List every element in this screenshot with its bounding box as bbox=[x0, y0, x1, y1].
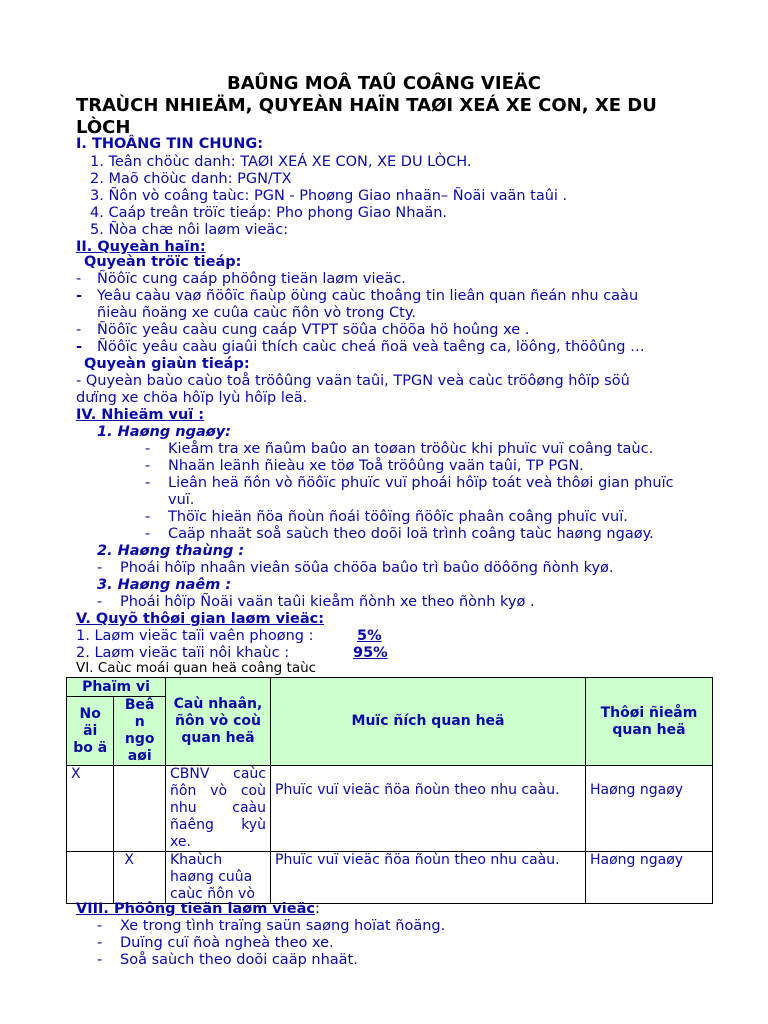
time-row-label: 1. Laøm vieäc taïi vaên phoøng : bbox=[76, 628, 314, 644]
direct-right-item: Ñöôïc cung caáp phöông tieän laøm vieäc. bbox=[97, 271, 406, 287]
general-item: 2. Maõ chöùc danh: PGN/TX bbox=[90, 171, 292, 187]
section-rights-heading: II. Quyeàn haïn: bbox=[76, 239, 206, 255]
internal-header: No äi bo ä bbox=[67, 697, 114, 766]
section-relations-heading: VI. Caùc moái quan heä coâng taùc bbox=[76, 660, 317, 676]
yearly-duty-item: Phoái hôïp Ñoäi vaän taûi kieåm ñònh xe theo ñònh kyø . bbox=[120, 594, 535, 610]
bullet-dash: - bbox=[97, 952, 103, 968]
equipment-item: Soå saùch theo doõi caäp nhaät. bbox=[120, 952, 358, 968]
direct-rights-heading: Quyeàn tröïc tieáp: bbox=[84, 254, 242, 270]
external-cell: X bbox=[114, 852, 166, 904]
purpose-cell: Phuïc vuï vieäc ñöa ñoùn theo nhu caàu. bbox=[271, 852, 586, 904]
indirect-right-item: - Quyeàn baùo caùo toå tröôûng vaän taûi, TPGN veà caùc tröôøng hôïp söû bbox=[76, 373, 630, 389]
section-equipment-heading-wrap bbox=[76, 901, 320, 918]
bullet-dash: - bbox=[97, 918, 103, 934]
section-time-heading: V. Quyõ thôøi gian laøm vieäc: bbox=[76, 611, 325, 627]
daily-duty-item: Nhaän leänh ñieàu xe töø Toå tröôûng vaän taûi, TP PGN. bbox=[168, 458, 584, 474]
bullet-dash: - bbox=[145, 458, 151, 474]
time-row-value: 95% bbox=[353, 645, 388, 661]
monthly-duty-item: Phoái hôïp nhaân vieân söûa chöõa baûo trì baûo döôõng ñònh kyø. bbox=[120, 560, 614, 576]
time-row-label: 2. Laøm vieäc taïi nôi khaùc : bbox=[76, 645, 290, 661]
section-duties-heading: IV. Nhieäm vuï : bbox=[76, 407, 205, 423]
indirect-rights-heading: Quyeàn giaùn tieáp: bbox=[84, 356, 250, 372]
relations-table bbox=[66, 677, 713, 904]
bullet-dash: - bbox=[76, 271, 82, 287]
bullet-dash: - bbox=[76, 339, 83, 355]
direct-right-item: Yeâu caàu vaø ñöôïc ñaùp öùng caùc thoâng tin lieân quan ñeán nhu caàu bbox=[97, 288, 639, 304]
direct-right-item: Ñöôïc yeâu caàu giaûi thích caùc cheá ñoä veà taêng ca, löông, thöôûng … bbox=[97, 339, 645, 355]
bullet-dash: - bbox=[145, 441, 151, 457]
bullet-dash: - bbox=[145, 509, 151, 525]
purpose-header: Muïc ñích quan heä bbox=[271, 678, 586, 766]
bullet-dash: - bbox=[145, 526, 151, 542]
daily-duties-heading: 1. Haøng ngaøy: bbox=[97, 424, 231, 440]
equipment-item: Xe trong tình traïng saün saøng hoïat ñoäng. bbox=[120, 918, 446, 934]
direct-right-item: Ñöôïc yeâu caàu cung caáp VTPT söûa chöõa hö hoûng xe . bbox=[97, 322, 530, 338]
time-cell: Haøng ngaøy bbox=[586, 766, 713, 852]
section-equipment-heading: VIII. Phöông tieän laøm vieäc bbox=[76, 901, 315, 917]
bullet-dash: - bbox=[97, 935, 103, 951]
unit-cell: CBNV caùc ñôn vò coù nhu caàu ñaêng kyù xe. bbox=[166, 766, 271, 852]
bullet-dash: - bbox=[97, 594, 103, 610]
section-general-heading: I. THOÂNG TIN CHUNG: bbox=[76, 136, 264, 152]
daily-duty-item: Lieân heä ñôn vò ñöôïc phuïc vuï phoái hôïp toát veà thôøi gian phuïc bbox=[168, 475, 674, 491]
indirect-right-item: dưïng xe chöa hôïp lyù hôïp leä. bbox=[76, 390, 308, 406]
general-item: 1. Teân chöùc danh: TAØI XEÁ XE CON, XE DU LÒCH. bbox=[90, 154, 472, 170]
unit-header: Caù nhaân, ñôn vò coù quan heä bbox=[166, 678, 271, 766]
daily-duty-item: Thöïc hieän ñöa ñoùn ñoái töôïng ñöôïc phaân coâng phuïc vuï. bbox=[168, 509, 628, 525]
document-subtitle: TRAÙCH NHIEÄM, QUYEÀN HAÏN TAØI XEÁ XE CON, XE DU LÒCH bbox=[76, 95, 657, 138]
external-cell bbox=[114, 766, 166, 852]
internal-cell bbox=[67, 852, 114, 904]
bullet-dash: - bbox=[76, 288, 83, 304]
daily-duty-item: vuï. bbox=[168, 492, 195, 508]
daily-duty-item: Caäp nhaät soå saùch theo doõi loä trình coâng taùc haøng ngaøy. bbox=[168, 526, 654, 542]
internal-cell: X bbox=[67, 766, 114, 852]
general-item: 5. Ñòa chæ nôi laøm vieäc: bbox=[90, 222, 289, 238]
unit-cell: Khaùch haøng cuûa caùc ñôn vò bbox=[166, 852, 271, 904]
bullet-dash: - bbox=[97, 560, 103, 576]
general-item: 4. Caáp treân tröïc tieáp: Pho phong Giao Nhaän. bbox=[90, 205, 448, 221]
document-title: BAÛNG MOÂ TAÛ COÂNG VIEÄC bbox=[226, 73, 541, 94]
scope-header: Phaïm vi bbox=[67, 678, 166, 697]
direct-right-item: ñieàu ñoäng xe cuûa caùc ñôn vò trong Cty. bbox=[97, 305, 416, 321]
bullet-dash: - bbox=[145, 475, 151, 491]
external-header: Beâ n ngo aøi bbox=[114, 697, 166, 766]
heading-colon: : bbox=[315, 901, 320, 917]
equipment-item: Duïng cuï ñoà ngheà theo xe. bbox=[120, 935, 334, 951]
monthly-duties-heading: 2. Haøng thaùng : bbox=[97, 543, 245, 559]
bullet-dash: - bbox=[76, 322, 82, 338]
daily-duty-item: Kieåm tra xe ñaûm baûo an toøan tröôùc khi phuïc vuï coâng taùc. bbox=[168, 441, 654, 457]
purpose-cell: Phuïc vuï vieäc ñöa ñoùn theo nhu caàu. bbox=[271, 766, 586, 852]
time-cell: Haøng ngaøy bbox=[586, 852, 713, 904]
yearly-duties-heading: 3. Haøng naêm : bbox=[97, 577, 232, 593]
general-item: 3. Ñôn vò coâng taùc: PGN - Phoøng Giao nhaän– Ñoäi vaän taûi . bbox=[90, 188, 568, 204]
time-row-value: 5% bbox=[357, 628, 382, 644]
time-header: Thôøi ñieåm quan heä bbox=[586, 678, 713, 766]
